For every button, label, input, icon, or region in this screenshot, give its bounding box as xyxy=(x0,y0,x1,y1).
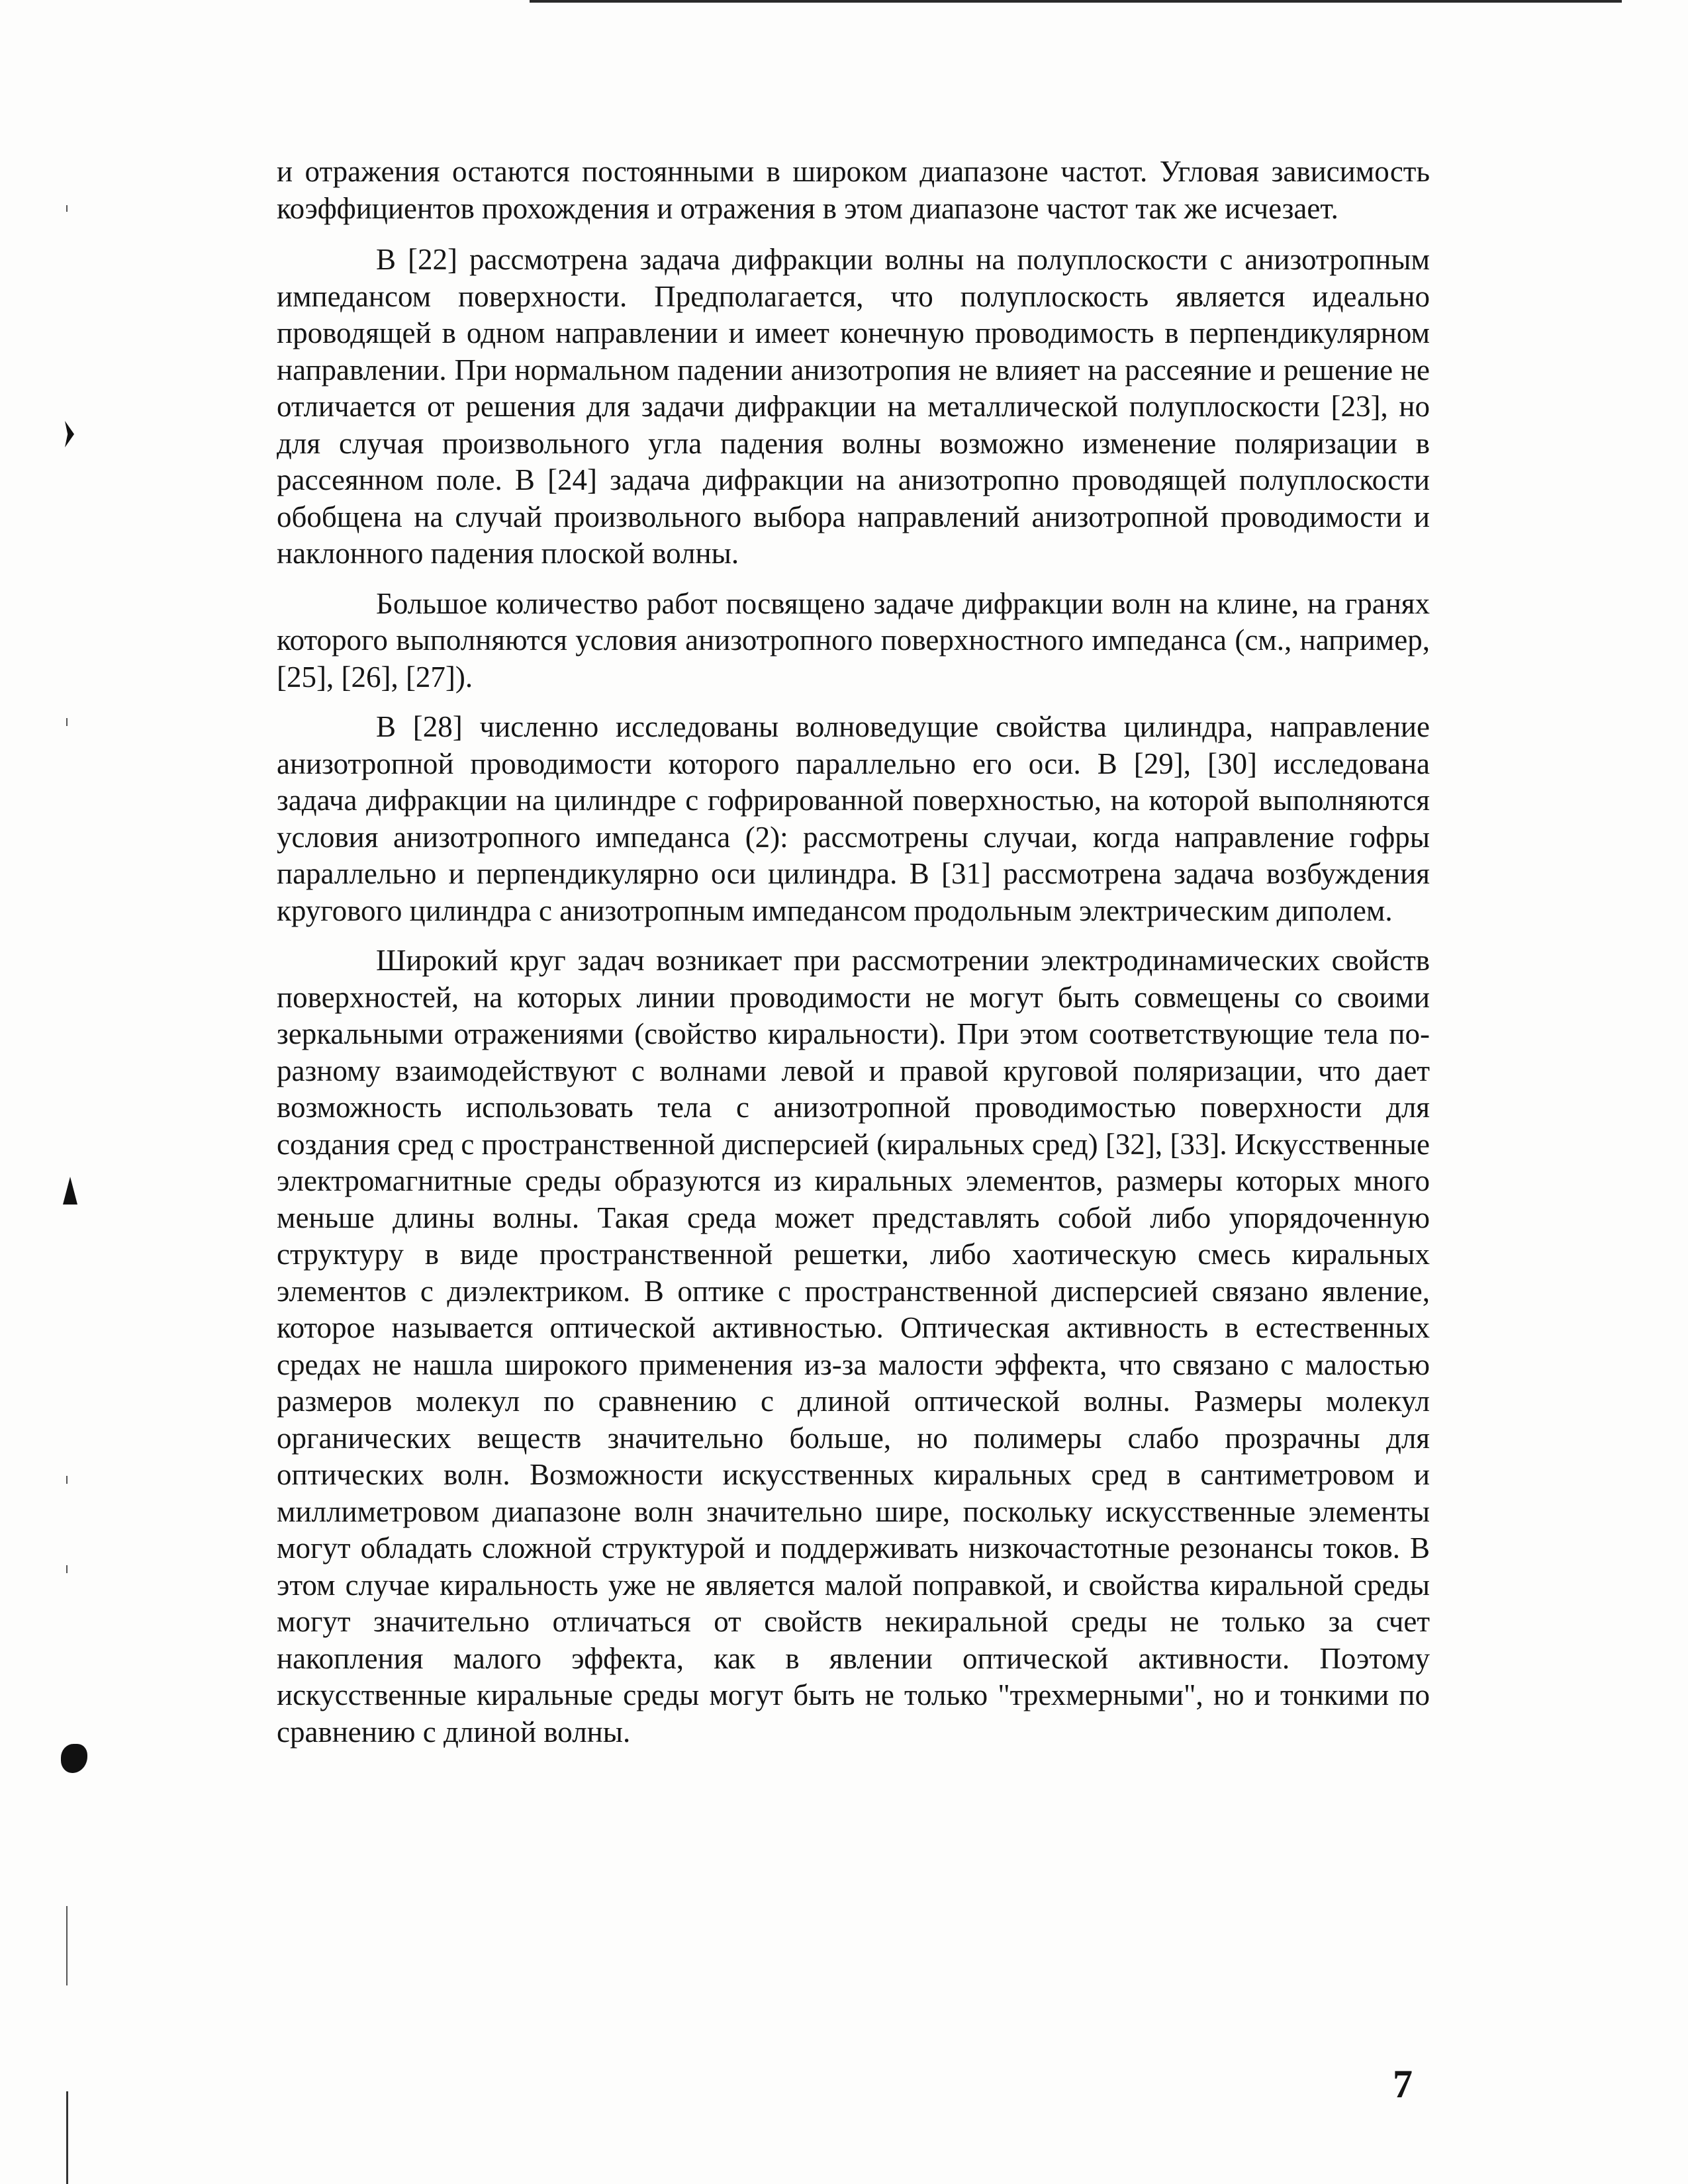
binding-hole-mark xyxy=(63,1177,77,1205)
scan-edge-line xyxy=(66,2091,68,2184)
paragraph-1: и отражения остаются постоянными в широком диапазоне частот. Угловая зависимость коэффициентов прохождения и отражения в этом диапазоне частот так же исчезает. xyxy=(277,155,1430,225)
scan-edge-tick xyxy=(66,205,68,212)
scan-edge-tick xyxy=(66,718,68,726)
binding-hole-mark xyxy=(65,421,74,447)
binding-hole-mark xyxy=(61,1744,87,1773)
paragraph-4: В [28] численно исследованы волноведущие свойства цилиндра, направление анизотропной проводимости которого параллельно его оси. В [29], [30] исследована задача дифракции на цилиндре с гофрированной поверхностью, на которой выполняются условия анизотропного импеданса (2): рассмотрены случаи, когда направление гофры параллельно и перпендикулярно оси цилиндра. В [31] рассмотрена задача возбуждения кругового цилиндра с анизотропным импедансом продольным электрическим диполем. xyxy=(277,710,1430,927)
scan-top-edge xyxy=(530,0,1622,3)
page-number: 7 xyxy=(1393,2062,1413,2106)
scan-edge-tick xyxy=(66,1565,68,1573)
paragraph-3: Большое количество работ посвящено задаче дифракции волн на клине, на гранях которого выполняются условия анизотропного поверхностного импеданса (см., например, [25], [26], [27]). xyxy=(277,586,1430,694)
scan-edge-line xyxy=(66,1906,68,1985)
scan-edge-tick xyxy=(66,1476,68,1484)
paragraph-5: Широкий круг задач возникает при рассмотрении электродинамических свойств поверхностей, на которых линии проводимости не могут быть совмещены со своими зеркальными отражениями (свойство киральности). При этом соответствующие тела по-разному взаимодействуют с волнами левой и правой круговой поляризации, что дает возможность использовать тела с анизотропной проводимостью поверхности для создания сред с пространственной дисперсией (киральных сред) [32], [33]. Искусственные электромагнитные среды образуются из киральных элементов, размеры которых много меньше длины волны. Такая среда может представлять собой либо упорядоченную структуру в виде пространственной решетки, либо хаотическую смесь киральных элементов с диэлектриком. В оптике с пространственной дисперсией связано явление, которое называется оптической активностью. Оптическая активность в естественных средах не нашла широкого применения из-за малости эффекта, что связано с малостью размеров молекул по сравнению с длиной оптической волны. Размеры молекул органических веществ значительно больше, но полимеры слабо прозрачны для оптических волн. Возможности искусственных киральных сред в сантиметровом и миллиметровом диапазоне волн значительно шире, поскольку искусственные элементы могут обладать сложной структурой и поддерживать низкочастотные резонансы токов. В этом случае киральность уже не является малой поправкой, и свойства киральной среды могут значительно отличаться от свойств некиральной среды не только за счет накопления малого эффекта, как в явлении оптической активности. Поэтому искусственные киральные среды могут быть не только "трехмерными", но и тонкими по сравнению с длиной волны. xyxy=(277,944,1430,1749)
document-body xyxy=(277,154,1430,1751)
paragraph-2: В [22] рассмотрена задача дифракции волны на полуплоскости с анизотропным импедансом поверхности. Предполагается, что полуплоскость является идеально проводящей в одном направлении и имеет конечную проводимость в перпендикулярном направлении. При нормальном падении анизотропия не влияет на рассеяние и решение не отличается от решения для задачи дифракции на металлической полуплоскости [23], но для случая произвольного угла падения волны возможно изменение поляризации в рассеянном поле. В [24] задача дифракции на анизотропно проводящей полуплоскости обобщена на случай произвольного выбора направлений анизотропной проводимости и наклонного падения плоской волны. xyxy=(277,243,1430,570)
